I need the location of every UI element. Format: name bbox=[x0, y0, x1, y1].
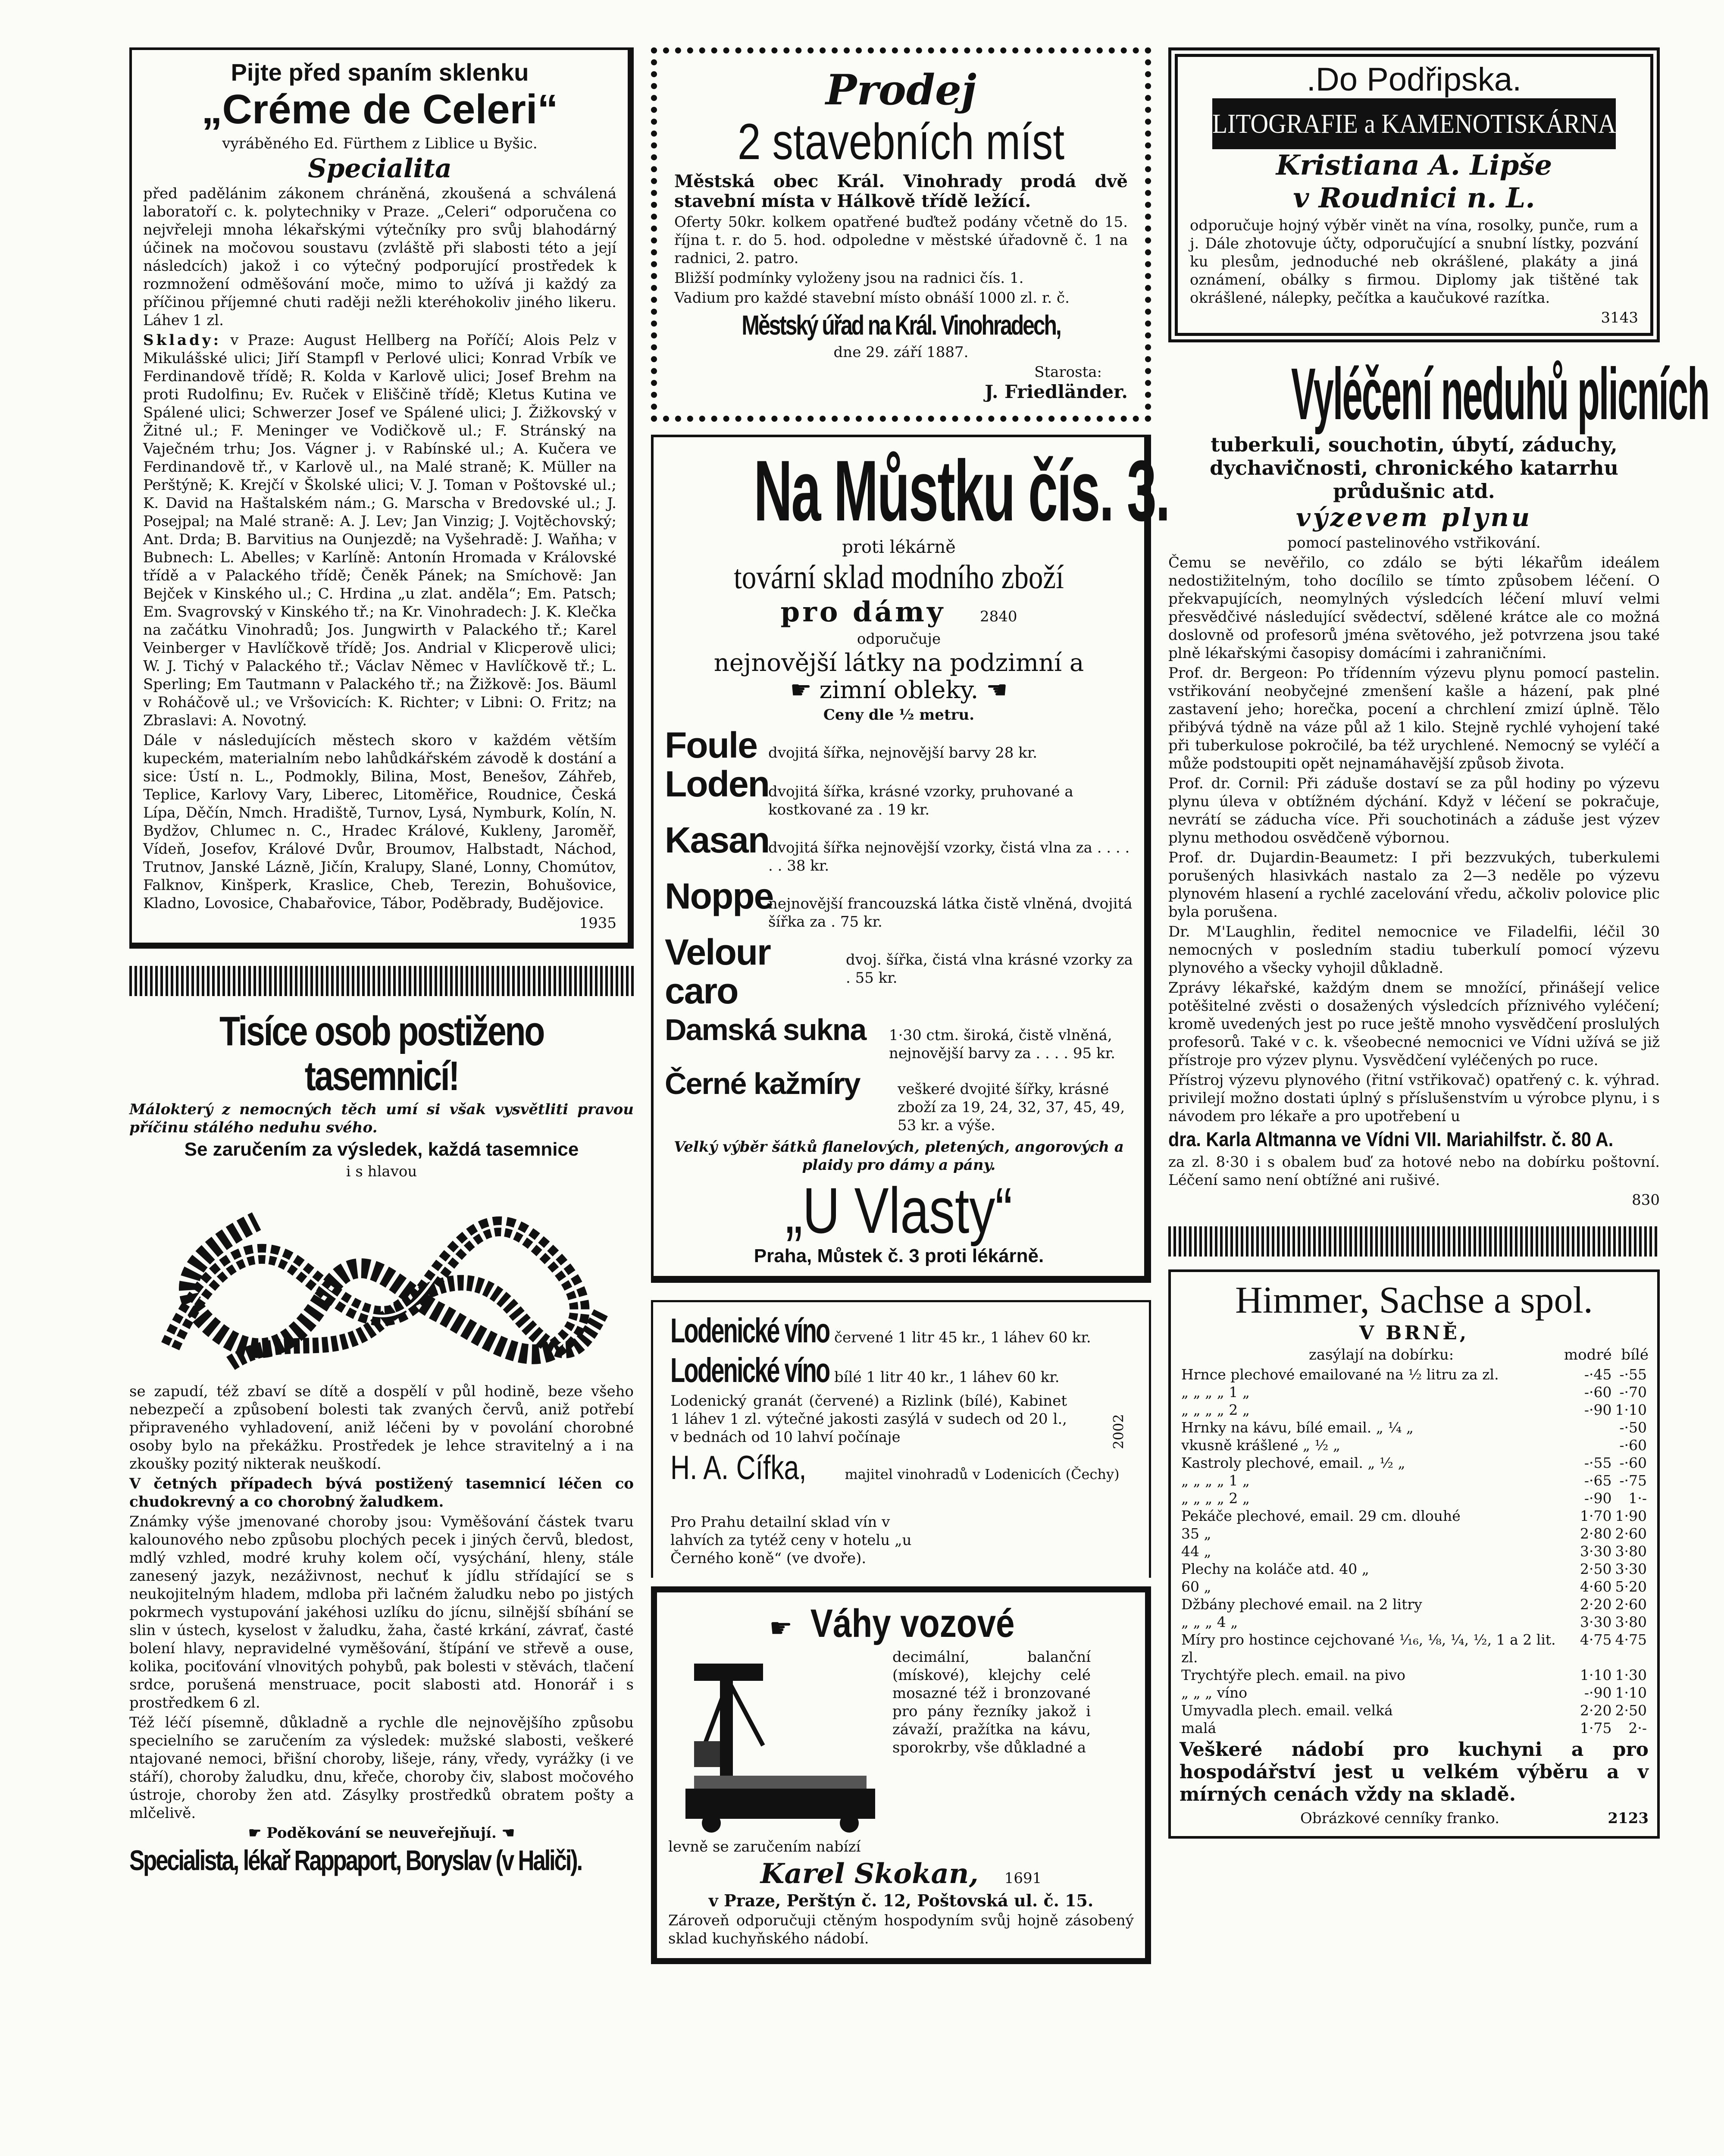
price-row bbox=[1180, 1542, 1649, 1560]
vino-prices-2: bílé 1 litr 40 kr., 1 láhev 60 kr. bbox=[834, 1369, 1060, 1386]
prodej-headline: 2 stavebních míst bbox=[737, 113, 1065, 170]
price-row bbox=[1180, 1613, 1649, 1631]
mustek-item-name: Velour caro bbox=[665, 932, 770, 1011]
celeri-body: před padělánim zákonem chráněná, zkoušená a schválená laboratoří c. k. polytechniky v Praze. „Celeri“ odporučena co nejvřeleji mnoha lékařskými výtečníky pro svůj blahodárný účinek na močovou soustavu (zvláště při slabosti této a její následcích) jakož i co výtečný podporující prostředek k rozmnožení odměšování moče, mimo to užívá ji každý za příčinou příjemné chuti raději nežli kteréhokoliv jiného likeru. Láhev 1 zl. bbox=[143, 185, 616, 329]
price-blue: -·65 bbox=[1584, 1472, 1612, 1489]
price-row bbox=[1180, 1454, 1649, 1472]
separator-stripe bbox=[1168, 1226, 1660, 1257]
price-item: Míry pro hostince cejchované ¹⁄₁₆, ¹⁄₈, ¼, ½, 1 a 2 lit. zl. bbox=[1181, 1631, 1556, 1666]
price-blue: -·55 bbox=[1584, 1454, 1612, 1471]
price-white: 1·10 bbox=[1615, 1401, 1647, 1418]
vino-prague: Pro Prahu detailní sklad vín v lahvích za tytéž ceny v hotelu „u Černého koně“ (ve dvoře). bbox=[670, 1514, 912, 1567]
price-row bbox=[1180, 1383, 1649, 1401]
himmer-header-row bbox=[1180, 1344, 1649, 1366]
pointing-hand-icon: ☚ bbox=[496, 1824, 515, 1842]
price-white: 1·90 bbox=[1615, 1507, 1647, 1524]
price-blue: 1·70 bbox=[1580, 1507, 1612, 1524]
vahy-seller: Karel Skokan, bbox=[760, 1858, 979, 1890]
litografie-code: 3143 bbox=[1601, 309, 1638, 326]
price-white: 1·30 bbox=[1615, 1667, 1647, 1683]
vino-prices-1: červené 1 litr 45 kr., 1 láhev 60 kr. bbox=[834, 1329, 1091, 1346]
vahy-note: Zároveň odporučuji ctěným hospodyním svůj hojně zásobený sklad kuchyňského nádobí. bbox=[668, 1912, 1134, 1947]
celeri-sklady bbox=[143, 331, 616, 730]
vahy-cheap: levně se zaručením nabízí bbox=[668, 1838, 861, 1855]
price-white: 3·80 bbox=[1615, 1543, 1647, 1560]
price-row bbox=[1180, 1401, 1649, 1419]
scale-illustration bbox=[668, 1646, 892, 1836]
prodej-lead: Městská obec Král. Vinohrady prodá dvě stavební místa v Hálkově třídě ležící. bbox=[674, 171, 1128, 211]
price-white: 2·60 bbox=[1615, 1525, 1647, 1542]
mustek-item bbox=[665, 877, 1133, 933]
vahy-ad bbox=[651, 1586, 1151, 1964]
price-white: 2·50 bbox=[1615, 1702, 1647, 1719]
mustek-address: Praha, Můstek č. 3 proti lékárně. bbox=[754, 1245, 1044, 1266]
price-item: 35 „ bbox=[1181, 1525, 1211, 1542]
celeri-code: 1935 bbox=[579, 915, 616, 932]
price-blue: 2·50 bbox=[1580, 1561, 1612, 1577]
plicni-p4: Prof. dr. Dujardin-Beaumetz: I při bezzvukých, tuberkulemi porušených hlasivkách nastalo za 2—3 neděle po výzevu plynovém hlasení a rychlé zacelování vředu, ačkoliv polovice plic byla porušena. bbox=[1168, 849, 1660, 921]
price-blue: 4·60 bbox=[1580, 1578, 1612, 1595]
price-blue: 3·30 bbox=[1580, 1543, 1612, 1560]
mustek-scarves: Velký výběr šátků flanelových, pletených, angorových a plaidy pro dámy a pány. bbox=[674, 1138, 1124, 1174]
mustek-pro-damy-row bbox=[665, 596, 1133, 628]
price-white: 5·20 bbox=[1615, 1578, 1647, 1595]
price-blue: 1·75 bbox=[1580, 1720, 1612, 1736]
prodej-starosta: J. Friedländer. bbox=[985, 381, 1128, 402]
price-blue: -·90 bbox=[1584, 1401, 1612, 1418]
litografie-ad bbox=[1168, 47, 1660, 342]
price-row bbox=[1180, 1525, 1649, 1542]
price-item: „ „ „ 4 „ bbox=[1181, 1614, 1238, 1630]
pointing-hand-icon: ☛ bbox=[790, 676, 820, 704]
price-white: -·55 bbox=[1619, 1366, 1647, 1383]
price-blue: 2·20 bbox=[1580, 1596, 1612, 1613]
price-white: 3·30 bbox=[1615, 1561, 1647, 1577]
price-item: malá bbox=[1181, 1720, 1217, 1736]
tasemnice-ad bbox=[129, 1009, 634, 1877]
vahy-head-row bbox=[668, 1601, 1134, 1646]
mustek-winter: zimní obleky. bbox=[819, 676, 979, 704]
price-row bbox=[1180, 1436, 1649, 1454]
separator-stripe bbox=[129, 966, 634, 996]
litografie-body: odporučuje hojný výběr vinět na vína, rosolky, punče, rum a j. Dále zhotovuje účty, odporučující a snubní lístky, pozvání ku plesům, jednoduché neb okrášlené, plakáty a jiná oznámení, obálky s firmou. Diplomy jak tištěné tak okrášlené, nálepky, pečítka a kaučukové razítka. bbox=[1190, 217, 1638, 307]
price-row bbox=[1180, 1366, 1649, 1383]
mustek-item bbox=[665, 821, 1133, 877]
mustek-item-name: Kasan bbox=[665, 820, 770, 860]
price-item: Plechy na koláče atd. 40 „ bbox=[1181, 1561, 1369, 1577]
vahy-headline: Váhy vozové bbox=[810, 1601, 1015, 1645]
himmer-intro: zasýlají na dobírku: bbox=[1309, 1346, 1454, 1363]
litografie-city: v Roudnici n. L. bbox=[1293, 182, 1535, 214]
price-row bbox=[1180, 1666, 1649, 1684]
vino-owner: H. A. Cífka, bbox=[670, 1448, 807, 1486]
celeri-ad bbox=[129, 47, 634, 949]
celeri-specialita: Specialita bbox=[308, 154, 452, 184]
mustek-ad bbox=[651, 435, 1170, 1283]
plicni-p2: Prof. dr. Bergeon: Po třídenním výzevu plynu pomocí pastelin. vstřikování neobyčejné zmenšení kašle a házení, pak plné zastavení jeho; horečka, pocení a chrchlení zmizí úplně. Tělo přibývá týdně na váze půl až 1 kilo. Stejně rychlé vyhojení také při tuberkulose pokročilé, ba též urychlené. Nemocný se vyléčí a může podstoupiti opět nejnamáhavější způsob života. bbox=[1168, 664, 1660, 772]
mustek-item-desc: dvojitá šířka, krásné vzorky, pruhované a kostkované za . 19 kr. bbox=[768, 783, 1073, 818]
price-item: Kastroly plechové, email. „ ½ „ bbox=[1181, 1454, 1405, 1471]
tasemnice-body3: Známky výše jmenované choroby jsou: Vyměšování částek tvaru kalounového nebo způsobu plochých pecek i jiných červů, bledost, mdlý vzhled, modré kruhy kolem očí, vysýchání, hleny, stále zanesený jazyk, nezáživnost, nechuť k jídlu střídající se s neukojitelným hladem, mdloba při lačném žaludku nebo po jistých pokrmech vystupování jakéhosi uzlíku do jícnu, silnější sbíhání se slin v ústech, kyselost v žaludku, žaha, časté krkání, závrať, časté bolení hlavy, nepravidelné vyměšování, štípání ve střevě a ouse, kolika, pociťování vlnovitých pohybů, pak bolesti v stěvách, tlačení srdce, porušená menstruace, pocit slabosti atd. Honorář i s prostředkem 6 zl. bbox=[129, 1513, 634, 1711]
price-blue: -·60 bbox=[1584, 1384, 1612, 1401]
price-item: „ „ „ „ 2 „ bbox=[1181, 1401, 1250, 1418]
price-row bbox=[1180, 1702, 1649, 1719]
mustek-item-name: Černé kažmíry bbox=[665, 1067, 860, 1100]
himmer-col-labels bbox=[1564, 1346, 1649, 1364]
himmer-code: 2123 bbox=[1608, 1810, 1649, 1827]
mustek-item-desc: 1·30 ctm. široká, čistě vlněná, nejnovější barvy za . . . . 95 kr. bbox=[889, 1027, 1115, 1062]
price-white: -·75 bbox=[1619, 1472, 1647, 1489]
mustek-item-desc: dvojitá šířka nejnovější vzorky, čistá vlna za . . . . . . 38 kr. bbox=[768, 839, 1130, 874]
litografie-top: .Do Podřipska. bbox=[1306, 61, 1522, 98]
mustek-item bbox=[665, 1010, 1133, 1064]
plicni-vendor: dra. Karla Altmanna ve Vídni VII. Mariahilfstr. č. 80 A. bbox=[1168, 1128, 1614, 1150]
vino-row-1 bbox=[670, 1311, 1132, 1351]
price-white: 3·80 bbox=[1615, 1614, 1647, 1630]
mustek-item-desc: dvoj. šířka, čistá vlna krásné vzorky za . 55 kr. bbox=[846, 951, 1133, 987]
price-white: -·50 bbox=[1619, 1419, 1647, 1436]
price-item: „ „ „ „ 1 „ bbox=[1181, 1472, 1250, 1489]
vahy-desc: decimální, balanční (mískové), klejchy celé mosazné též i bronzované pro pány řezníky jakož i závaží, pražítka na kávu, sporokrby, vše důkladné a bbox=[892, 1648, 1091, 1756]
vino-code: 2002 bbox=[1110, 1414, 1127, 1449]
price-blue bbox=[1578, 1419, 1613, 1436]
price-blue: -·90 bbox=[1584, 1684, 1612, 1701]
mustek-sub2: tovární sklad modního zboží bbox=[734, 558, 1064, 595]
vahy-body-row bbox=[668, 1646, 1134, 1836]
mustek-item-desc: nejnovější francouzská látka čistě vlněná, dvojitá šířka za . 75 kr. bbox=[768, 895, 1133, 931]
himmer-city: V BRNĚ, bbox=[1359, 1322, 1469, 1344]
price-white: 1·10 bbox=[1615, 1684, 1647, 1701]
price-row bbox=[1180, 1472, 1649, 1489]
himmer-price-table bbox=[1180, 1366, 1649, 1737]
prodej-text3: Vadium pro každé stavební místo obnáší 1000 zl. r. č. bbox=[674, 289, 1070, 307]
price-item: „ „ „ „ 2 „ bbox=[1181, 1490, 1250, 1507]
pointing-hand-icon: ☚ bbox=[978, 676, 1008, 704]
price-white: -·60 bbox=[1619, 1437, 1647, 1454]
price-row bbox=[1180, 1560, 1649, 1578]
mustek-item-desc: veškeré dvojité šířky, krásné zboží za 19, 24, 32, 37, 45, 49, 53 kr. a výše. bbox=[898, 1081, 1125, 1134]
litografie-owner: Kristiana A. Lipše bbox=[1276, 149, 1552, 182]
tasemnice-thanks bbox=[129, 1824, 634, 1842]
column-middle bbox=[651, 47, 1170, 1964]
vino-extra: Lodenický granát (červené) a Rizlink (bílé), Kabinet 1 láhev 1 zl. výtečné jakosti zasýlá v sudech od 20 l., v bednách od 10 lahví počínaje bbox=[670, 1392, 1067, 1446]
price-blue: 1·10 bbox=[1580, 1667, 1612, 1683]
himmer-ad bbox=[1168, 1269, 1660, 1839]
price-row bbox=[1180, 1489, 1649, 1507]
column-left bbox=[129, 47, 634, 1877]
price-row bbox=[1180, 1419, 1649, 1436]
price-white: 2·- bbox=[1628, 1720, 1647, 1736]
vino-name-1: Lodenické víno bbox=[670, 1311, 829, 1350]
vino-owner-note: majitel vinohradů v Lodenicích (Čechy) bbox=[845, 1466, 1120, 1482]
tapeworm-drawing bbox=[144, 1182, 619, 1381]
price-blue bbox=[1578, 1436, 1613, 1454]
plicni-p7: Přístroj výzevu plynového (řitní vstřikovač) opatřený c. k. výhrad. privilejí možno dostati úplný s příslušenstvím u výrobce plynu, i s návodem pro lékaře a pro upotřebení u bbox=[1168, 1072, 1660, 1125]
price-item: 44 „ bbox=[1181, 1543, 1211, 1560]
prodej-office: Městský úřad na Král. Vinohradech, bbox=[742, 310, 1061, 341]
price-item: „ „ „ víno bbox=[1181, 1684, 1248, 1701]
celeri-towns: Dále v následujících městech skoro v každém větším kupeckém, materialním nebo lahůdkářském závodě k dostání a sice: Ústí n. L., Podmokly, Bilina, Most, Benešov, Záhřeb, Teplice, Karlovy Vary, Liberec, Litoměřice, Roudnice, Česká Lípa, Děčín, Nmch. Hradiště, Turnov, Lysá, Nymburk, Kolín, N. Bydžov, Chlumec n. C., Hradec Králové, Kukleny, Jaroměř, Vídeň, Josefov, Králové Dvůr, Broumov, Halbstadt, Náchod, Trutnov, Janské Lázně, Jičín, Kralupy, Slané, Lonny, Chomútov, Falknov, Kinšperk, Kraslice, Cheb, Terezin, Bohušovice, Kladno, Lovosice, Chabařovice, Tábor, Poděbrady, Budějovice. bbox=[143, 732, 616, 912]
vino-name-2: Lodenické víno bbox=[670, 1351, 829, 1389]
mustek-item-name: Noppe bbox=[665, 876, 773, 916]
column-right bbox=[1168, 47, 1709, 1839]
price-white: 2·60 bbox=[1615, 1596, 1647, 1613]
mustek-item bbox=[665, 1064, 1133, 1136]
mustek-item-name: Foule bbox=[665, 725, 757, 765]
price-row bbox=[1180, 1595, 1649, 1613]
price-item: vkusně krášlené „ ½ „ bbox=[1181, 1437, 1340, 1454]
himmer-col-a: modré bbox=[1564, 1346, 1612, 1363]
mustek-shop: „U Vlasty“ bbox=[785, 1174, 1013, 1247]
himmer-col-b: bílé bbox=[1621, 1346, 1649, 1363]
prodej-date: dne 29. září 1887. bbox=[833, 344, 969, 361]
pointing-hand-icon: ☛ bbox=[769, 1613, 793, 1643]
price-white: 1·- bbox=[1628, 1490, 1647, 1507]
tasemnice-body4: Též léčí písemně, důkladně a rychle dle nejnovějšího způsobu specielního se zaručením za výsledek: mužské slabosti, veškeré ntajované nemoci, břišní choroby, lišeje, rány, vředy, vyrážky (i ve stáří), choroby žaludku, dnu, křeče, choroby čiv, slabost močového ústroje, choroby žen atd. Zásylky prostředků obratem pošty a mlčelivě. bbox=[129, 1714, 634, 1822]
tasemnice-body2: V četných případech bývá postižený tasemnicí léčen co chudokrevný a co chorobný žaludkem. bbox=[129, 1475, 634, 1510]
mustek-sub1: proti lékárně bbox=[842, 537, 956, 557]
plicni-ad bbox=[1168, 353, 1709, 1209]
mustek-item bbox=[665, 933, 1133, 1010]
tasemnice-body1: se zapudí, též zbaví se dítě a dospělí v půl hodině, beze všeho nebezpečí a způsobení bolesti tak zvaných červů, aniž potřebí připraveného vyhladovení, aniž léčeni by v povolání chorobné osoby bylo na překážku. Prostředek je lehce stravitelný a i na zkoušky pozitý nikterak neuškodí. bbox=[129, 1383, 634, 1473]
plicni-p6: Zprávy lékařské, každým dnem se množící, přinášejí velice potěšitelné zvěsti o dosažených výsledcích příznivého vyléčení; kromě uvedených jest po ruce ještě mnoho vysvědčení proslulých profesorů. Také v c. k. všeobecné nemocnici ve Vídni užívá se již přístroje pro výzev plynu. Vysvědčení vyléčených po ruce. bbox=[1168, 979, 1660, 1069]
price-item: Umyvadla plech. email. velká bbox=[1181, 1702, 1393, 1719]
tasemnice-headline: Tisíce osob postiženo tasemnicí! bbox=[219, 1008, 544, 1099]
plicni-code: 830 bbox=[1632, 1191, 1660, 1209]
vino-ad bbox=[651, 1300, 1151, 1578]
plicni-price: za zl. 8·30 i s obalem buď za hotové nebo na dobírku poštovní. Léčení samo není obtížné ani rušivé. bbox=[1168, 1153, 1660, 1189]
himmer-headline: Himmer, Sachse a spol. bbox=[1235, 1279, 1593, 1321]
price-white: -·60 bbox=[1619, 1454, 1647, 1471]
tasemnice-promise: Se zaručením za výsledek, každá tasemnice bbox=[184, 1139, 579, 1160]
plicni-headline: Vyléčení neduhů plicních bbox=[1291, 353, 1709, 435]
celeri-sklady-text: v Praze: August Hellberg na Poříčí; Alois Pelz v Mikulášské ulici; Jiří Stampfl v Perlové ulici; Konrad Vrbík ve Ferdinandově třídě; R. Kolda v Karlově ulici; Josef Brehm na proti Rudolfinu; Ev. Ruček v Eliščině třídě; Kletus Kutina ve Spálené ulici; Schwerzer Josef ve Spálené ulici; J. Žižkovský v Žitné ul.; F. Meninger ve Vodičkově ul.; F. Stránský na Vaječném trhu; Jos. Vágner j. v Rabínské ul.; A. Kučera ve Ferdinandově tř., v Karlově ul., na Malé straně; K. Müller na Perštýně; K. Krejčí v Školské ulici; V. J. Toman v Poštovské ul.; K. David na Haštalském nám.; G. Marscha v Bredovské ul.; J. Posejpal; na Malé straně: A. J. Lev; Jan Vinzig; J. Vojtěchovský; Ant. Drda; B. Barvitius na Ounjezdě; na Vyšehradě: J. Waňha; v Bubnech: L. Abelles; v Karlíně: Antonín Hromada v Královské třídě a v Palackého třídě; Čeněk Pánek; na Smíchově: Jan Bejček v Kinského ul.; C. Hrdina „u zlat. anděla“; Em. Patsch; Em. Svagrovský v Kinského tř.; na Kr. Vinohradech: J. K. Klečka na začátku Vinohradů; Jos. Jungwirth v Palackého tř.; Karel Veinberger v Havlíčkově třídě; Jos. Andrial v Klicperově ulici; W. J. Tichý v Palackého tř.; Václav Němec v Havlíčkově tř.; L. Sperling; Em Tautmann v Palackého tř.; na Žižkově: Jos. Bäuml v Roháčově ul.; ve Vršovicích: K. Richter; v Libni: O. Fritz; na Zbraslavi: A. Novotný. bbox=[143, 332, 616, 729]
prodej-title: Prodej bbox=[826, 66, 976, 114]
mustek-item-name: Loden bbox=[665, 764, 769, 804]
litografie-headline: LITOGRAFIE a KAMENOTISKÁRNA bbox=[1212, 98, 1616, 149]
mustek-odporucuje: odporučuje bbox=[857, 630, 941, 648]
pointing-hand-icon: ☛ bbox=[248, 1824, 267, 1842]
price-item: 60 „ bbox=[1181, 1578, 1211, 1595]
prodej-ad bbox=[651, 47, 1151, 422]
prodej-text1: Oferty 50kr. kolkem opatřené buďtež podány včetně do 15. října t. r. do 5. hod. odpoledne v městské úřadovně č. 1 na radnici, 2. patro. bbox=[674, 213, 1128, 267]
mustek-newest: nejnovější látky na podzimní a bbox=[713, 649, 1084, 677]
plicni-p3: Prof. dr. Cornil: Při záduše dostaví se za půl hodiny po výzevu plynu úleva v obtížném dýchání. Když v léčení se pokračuje, nevrátí se záducha více. Při souchotinách a záduše jest výzev plynu methodou osvědčeně výbornou. bbox=[1168, 775, 1660, 846]
vino-owner-row bbox=[670, 1448, 1132, 1487]
mustek-code: 2840 bbox=[980, 608, 1017, 625]
tasemnice-promise2: i s hlavou bbox=[346, 1163, 417, 1180]
celeri-product: „Créme de Celeri“ bbox=[201, 86, 558, 132]
plicni-method: výzevem plynu bbox=[1295, 503, 1533, 532]
vahy-address: v Praze, Perštýn č. 12, Poštovská ul. č. 15. bbox=[708, 1891, 1094, 1910]
price-blue: 2·20 bbox=[1580, 1702, 1612, 1719]
prodej-text2: Bližší podmínky vyloženy jsou na radnici čís. 1. bbox=[674, 270, 1024, 287]
mustek-item bbox=[665, 765, 1133, 821]
price-item: Pekáče plechové, email. 29 cm. dlouhé bbox=[1181, 1507, 1461, 1524]
himmer-catalog: Obrázkové cenníky franko. bbox=[1300, 1810, 1500, 1827]
price-item: Hrnky na kávu, bílé email. „ ¼ „ bbox=[1181, 1419, 1414, 1436]
price-blue: 4·75 bbox=[1580, 1631, 1612, 1648]
price-item: Hrnce plechové emailované na ½ litru za zl. bbox=[1181, 1366, 1499, 1383]
price-row bbox=[1180, 1719, 1649, 1737]
mustek-pro-damy: pro dámy bbox=[780, 596, 946, 628]
price-item: Trychtýře plech. email. na pivo bbox=[1181, 1667, 1405, 1683]
price-blue: -·45 bbox=[1584, 1366, 1612, 1383]
price-row bbox=[1180, 1684, 1649, 1702]
tasemnice-signature: Specialista, lékař Rappaport, Boryslav (v Haliči). bbox=[129, 1844, 582, 1876]
price-item: „ „ „ „ 1 „ bbox=[1181, 1384, 1250, 1401]
price-blue: 2·80 bbox=[1580, 1525, 1612, 1542]
vahy-code: 1691 bbox=[1004, 1870, 1042, 1887]
himmer-footer: Veškeré nádobí pro kuchyni a pro hospodářství jest u velkém výběru a v mírných cenách vždy na skladě. bbox=[1180, 1739, 1649, 1805]
celeri-headline: Pijte před spaním sklenku bbox=[231, 59, 529, 86]
celeri-maker: vyráběného Ed. Fürthem z Liblice u Byšic. bbox=[222, 135, 538, 152]
mustek-price-note: Ceny dle ½ metru. bbox=[823, 706, 975, 724]
mustek-item-name: Damská sukna bbox=[665, 1013, 866, 1047]
price-row bbox=[1180, 1507, 1649, 1525]
plicni-sub: tuberkuli, souchotin, úbytí, záduchy, dychavičnosti, chronického katarrhu průdušnic atd. bbox=[1210, 433, 1618, 503]
tapeworm-illustration bbox=[129, 1182, 634, 1381]
himmer-catalog-row bbox=[1180, 1808, 1649, 1829]
price-row bbox=[1180, 1578, 1649, 1595]
prodej-starosta-label: Starosta: bbox=[1034, 364, 1102, 381]
plicni-p1: Čemu se nevěřilo, co zdálo se býti lékařům ideálem nedostižitelným, toho docílilo se tímto způsobem léčení. O překvapujících, neomylných výsledcích léčení mluví velmi přesvědčivé následující svědectví, sdělené krátce ale co možná doslovně od profesorů jména světového, jež potvrzena jsou také plně lékařskými časopisy domácími i zahraničními. bbox=[1168, 554, 1660, 662]
price-row bbox=[1180, 1631, 1649, 1666]
price-blue: -·90 bbox=[1584, 1490, 1612, 1507]
plicni-p5: Dr. M'Laughlin, ředitel nemocnice ve Filadelfii, léčil 30 nemocných v posledním stadiu tuberkulí pomocí výzevu plynového a všecky vyhojil důkladně. bbox=[1168, 923, 1660, 977]
plicni-method2: pomocí pastelinového vstřikování. bbox=[1287, 534, 1541, 552]
tasemnice-sub: Málokterý z nemocných těch umí si však vysvětliti pravou příčinu stálého neduhu svého. bbox=[129, 1101, 634, 1136]
celeri-sklady-label: Sklady: bbox=[143, 332, 222, 349]
price-item: Džbány plechové email. na 2 litry bbox=[1181, 1596, 1422, 1613]
mustek-item bbox=[665, 726, 1133, 765]
price-white: -·70 bbox=[1619, 1384, 1647, 1401]
mustek-winter-row bbox=[665, 677, 1133, 704]
vino-row-2 bbox=[670, 1351, 1132, 1390]
tasemnice-thanks-text: Poděkování se neuveřejňují. bbox=[266, 1824, 497, 1842]
mustek-item-desc: dvojitá šířka, nejnovější barvy 28 kr. bbox=[768, 744, 1038, 761]
mustek-headline: Na Můstku čís. 3. bbox=[754, 443, 1170, 539]
vahy-seller-row bbox=[668, 1858, 1134, 1890]
price-blue: 3·30 bbox=[1580, 1614, 1612, 1630]
price-white: 4·75 bbox=[1615, 1631, 1647, 1648]
